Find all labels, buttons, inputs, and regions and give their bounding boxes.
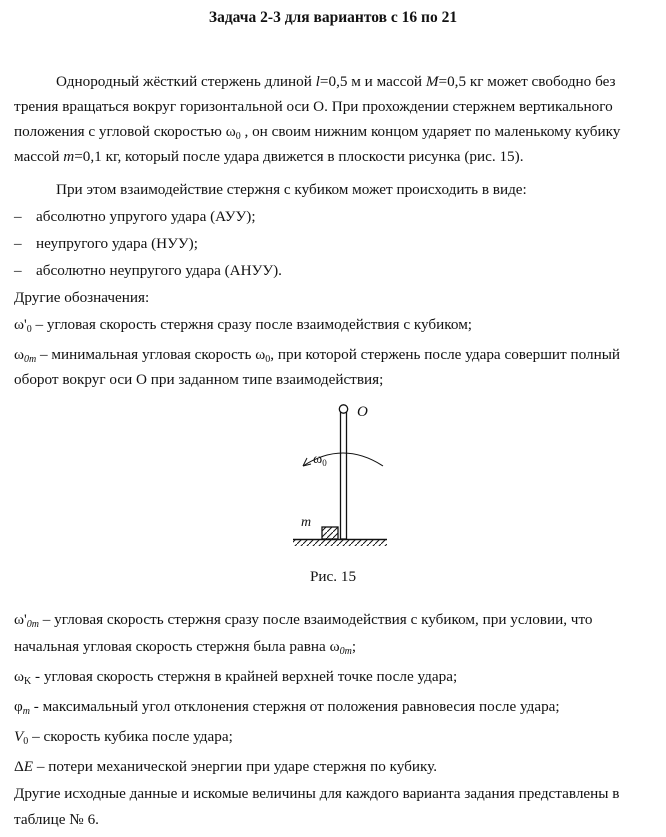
paragraph-1-line-2: трения вращаться вокруг горизонтальной оси О. При прохождении стержнем вертикального [14,98,613,115]
page-title: Задача 2-3 для вариантов с 16 по 21 [208,9,458,26]
definition-omega-0m-line-2: оборот вокруг оси О при заданном типе взаимодействия; [14,371,384,388]
rod [341,409,347,539]
paragraph-2: При этом взаимодействие стержня с кубиком может происходить в виде: [56,181,527,198]
list-item: – абсолютно неупругого удара (АНУУ). [14,262,282,279]
figure-caption: Рис. 15 [309,568,357,585]
definition-delta-E: ΔE – потери механической энергии при ударе стержня по кубику. [14,758,438,775]
ground-hatch [293,540,387,546]
label-m: m [301,515,312,530]
other-notations-label: Другие обозначения: [14,289,150,306]
paragraph-1-line-3: положения с угловой скоростью $\omega_0$ , он своим нижним концом ударяет по маленькому кубику [14,123,621,142]
paragraph-1-line-4: массой m=0,1 кг, который после удара движется в плоскости рисунка (рис. 15). [14,148,524,165]
definition-omega-prime-0m-line-2: начальная угловая скорость стержня была равна $\omega_{0m}$; [14,638,357,657]
definition-omega-K: $\omega_K$ - угловая скорость стержня в крайней верхней точке после удара; [14,668,458,687]
pivot-circle [339,405,347,413]
list-item: – абсолютно упругого удара (АУУ); [14,208,256,225]
definition-phi-m: $\varphi_m$ - максимальный угол отклонения стержня от положения равновесия после удара; [14,698,560,717]
figure-rod-diagram [285,400,395,556]
definition-V0: $V_0$ – скорость кубика после удара; [14,728,233,747]
final-line-1: Другие исходные данные и искомые величины для каждого варианта задания представлены в [14,785,620,802]
paragraph-1-line-1: Однородный жёсткий стержень длиной l=0,5 м и массой M=0,5 кг может свободно без [56,73,616,90]
label-omega: $\omega_0$ [313,452,327,468]
final-line-2: таблице № 6. [14,811,99,828]
label-O: O [357,404,368,420]
list-item: – неупругого удара (НУУ); [14,235,198,252]
definition-omega-0m: $\omega_{0m}$ – минимальная угловая скорость $\omega_0$, при которой стержень после удара совершит полный [14,346,621,365]
cube [322,527,338,539]
definition-omega-prime-0m: $\omega'_{0m}$ – угловая скорость стержня сразу после взаимодействия с кубиком, при условии, что [14,611,593,630]
definition-omega-prime-0: $\omega'_0$ – угловая скорость стержня сразу после взаимодействия с кубиком; [14,316,473,335]
